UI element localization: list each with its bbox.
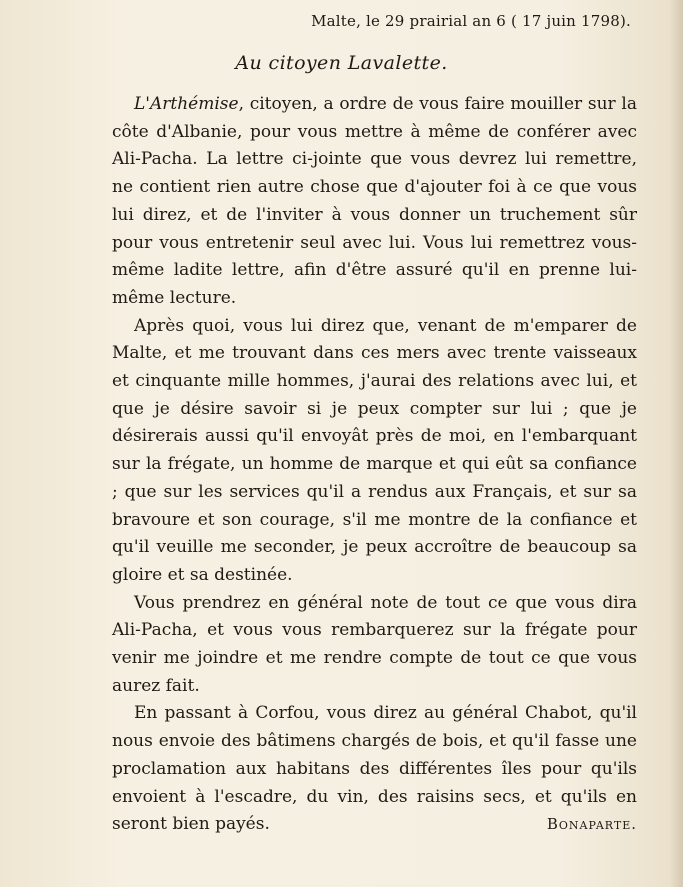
addressee-heading: Au citoyen Lavalette. [235, 52, 448, 74]
paragraph-4-text: En passant à Corfou, vous direz au général Chabot, qu'il nous envoie des bâtimens chargés de bois, et qu'il fasse une proclamation aux habitans des différentes îles pour qu'ils envoient à l'escadre, du vin, des raisins secs, et qu'ils en seront bien payés. [112, 703, 637, 835]
paragraph-3: Vous prendrez en général note de tout ce que vous dira Ali-Pacha, et vous vous rembarquerez sur la frégate pour venir me joindre et me rendre compte de tout ce que vous aurez fait. [112, 592, 637, 696]
ship-name: L'Arthémise [134, 94, 239, 114]
dateline: Malte, le 29 prairial an 6 ( 17 juin 1798). [311, 12, 631, 30]
signature: Bonaparte. [546, 815, 637, 834]
paragraph-1-text: , citoyen, a ordre de vous faire mouiller sur la côte d'Albanie, pour vous mettre à même de conférer avec Ali-Pacha. La lettre ci-jointe que vous devrez lui remettre, ne contient rien autre chose que d'ajouter foi à ce que vous lui direz, et de l'inviter à vous donner un truchement sûr pour vous entretenir seul avec lui. Vous lui remettrez vous-même ladite lettre, afin d'être assuré qu'il en prenne lui-même lecture. [112, 94, 637, 308]
paragraph-2: Après quoi, vous lui direz que, venant de m'emparer de Malte, et me trouvant dans ces mers avec trente vaisseaux et cinquante mille hommes, j'aurai des relations avec lui, et que je désire savoir si je peux compter sur lui ; que je désirerais aussi qu'il envoyât près de moi, en l'embarquant sur la frégate, un homme de marque et qui eût sa confiance ; que sur les services qu'il a rendus aux Français, et sur sa bravoure et son courage, s'il me montre de la confiance et qu'il veuille me seconder, je peux accroître de beaucoup sa gloire et sa destinée. [112, 315, 637, 585]
paragraph-4 [112, 700, 637, 839]
letter-body [112, 91, 637, 839]
page-edge-shadow [669, 0, 683, 887]
paragraph-1 [112, 91, 637, 313]
